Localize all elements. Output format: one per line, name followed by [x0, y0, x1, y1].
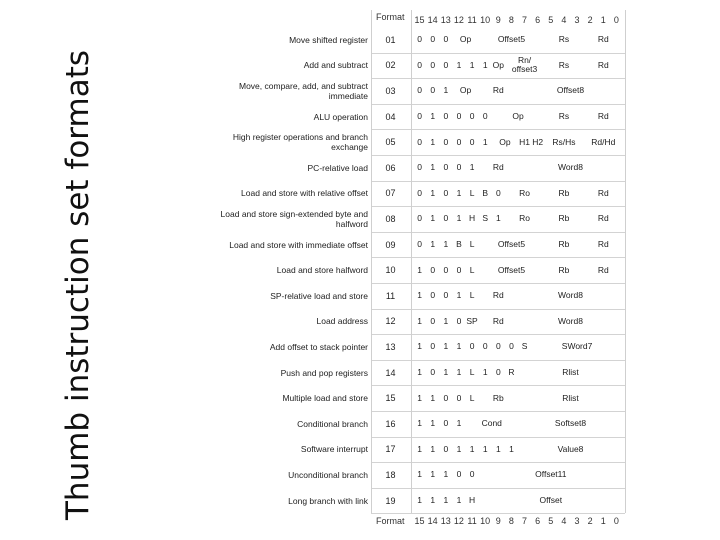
column-divider	[625, 10, 626, 513]
bit-field: 0	[417, 85, 422, 96]
bit-field: 0	[495, 367, 501, 378]
bit-field: 1	[430, 111, 436, 122]
instruction-name: Move shifted register	[289, 34, 368, 45]
bit-field: Rlist	[562, 367, 579, 378]
bit-field: 1	[430, 392, 436, 403]
bit-field: Rb	[558, 187, 570, 198]
bit-field: 0	[456, 136, 462, 147]
format-number: 04	[385, 111, 396, 122]
bit-field: 1	[443, 469, 449, 480]
bit-field: Rs	[558, 59, 570, 70]
bit-field: 0	[482, 111, 488, 122]
bit-field: 0	[430, 315, 436, 326]
bit-field: 0	[443, 418, 449, 429]
bit-field: 0	[417, 239, 422, 250]
bit-field: 1	[430, 162, 436, 173]
bit-field: Op	[499, 136, 511, 147]
bit-field: SWord7	[561, 341, 593, 352]
bit-number: 11	[467, 15, 477, 25]
bit-field: 0	[456, 162, 462, 173]
bit-field: L	[469, 290, 475, 301]
bit-field: Softset8	[554, 418, 587, 429]
bit-field: Rd	[597, 239, 609, 250]
format-number: 02	[385, 60, 396, 71]
bit-field: 0	[443, 187, 449, 198]
bit-field: 0	[443, 136, 449, 147]
format-header-bottom: Format	[376, 516, 405, 526]
bit-number: 14	[427, 516, 438, 526]
instruction-name: Load and store with immediate offset	[229, 239, 368, 250]
format-number: 18	[385, 469, 396, 480]
instruction-name: Move, compare, add, and subtract immediate	[239, 80, 368, 101]
bit-field: 1	[417, 469, 422, 480]
bit-field: 1	[430, 495, 436, 506]
bit-number: 4	[561, 516, 567, 526]
format-number: 13	[385, 341, 396, 352]
format-number: 16	[385, 418, 396, 429]
format-number: 14	[385, 367, 396, 378]
bit-field: 1	[430, 469, 436, 480]
bit-field: Op	[459, 34, 472, 45]
bit-field: L	[469, 264, 475, 275]
bit-number: 9	[495, 15, 501, 25]
bit-field: 1	[443, 239, 449, 250]
bit-field: 1	[417, 443, 422, 454]
bit-field: 1	[495, 213, 501, 224]
bit-field: Offset5	[497, 34, 526, 45]
instruction-name: ALU operation	[313, 111, 368, 122]
bit-field: 0	[430, 34, 436, 45]
bit-number: 12	[453, 516, 464, 526]
bit-field: 1	[482, 443, 488, 454]
bit-field: 0	[417, 187, 422, 198]
bit-field: 1	[469, 59, 475, 70]
format-number: 15	[385, 393, 396, 404]
slide-title: Thumb instruction set formats	[60, 49, 96, 520]
bit-field: L	[469, 392, 475, 403]
instruction-name: High register operations and branch exchange	[232, 132, 368, 153]
bit-field: Offset5	[497, 239, 526, 250]
bit-field: Rd	[492, 162, 504, 173]
bit-field: 1	[430, 136, 436, 147]
bit-number: 5	[548, 516, 554, 526]
bit-field: 1	[417, 418, 422, 429]
instruction-name: PC-relative load	[307, 162, 368, 173]
bit-field: 1	[482, 59, 488, 70]
bit-field: 0	[443, 162, 449, 173]
bit-field: 1	[443, 85, 449, 96]
bit-field: 1	[430, 443, 436, 454]
bit-field: 0	[417, 34, 422, 45]
bit-field: Word8	[558, 290, 583, 301]
bit-field: H	[468, 495, 476, 506]
bit-field: Ro	[519, 187, 530, 198]
format-number: 03	[385, 85, 396, 96]
bit-field: 0	[430, 290, 436, 301]
bit-field: Rn/ offset3	[511, 55, 538, 75]
bit-field: 0	[443, 264, 449, 275]
bit-field: B	[456, 239, 462, 250]
instruction-name: Add and subtract	[303, 60, 368, 71]
bit-field: Rd	[597, 213, 609, 224]
bit-field: Ro	[519, 213, 530, 224]
bit-field: 1	[443, 341, 449, 352]
bit-field: 0	[430, 367, 436, 378]
format-number: 11	[385, 290, 396, 301]
bit-field: Rd	[597, 264, 609, 275]
bit-field: 1	[417, 264, 422, 275]
bit-field: Rd	[492, 315, 504, 326]
format-number: 12	[385, 316, 396, 327]
bit-field: Rs	[558, 34, 570, 45]
bit-number: 14	[427, 15, 438, 25]
bit-field: L	[469, 187, 475, 198]
format-number: 09	[385, 239, 396, 250]
bit-number: 3	[574, 15, 580, 25]
bit-field: 0	[469, 341, 475, 352]
bit-field: 0	[417, 136, 422, 147]
bit-field: 1	[456, 367, 462, 378]
bit-field: 1	[456, 187, 462, 198]
bit-field: S	[521, 341, 528, 352]
bit-number: 8	[508, 516, 514, 526]
bit-field: Offset11	[535, 469, 567, 480]
bit-field: 1	[456, 341, 462, 352]
bit-field: L	[469, 367, 475, 378]
bit-number: 0	[613, 15, 619, 25]
bit-field: 0	[430, 341, 436, 352]
bit-number: 1	[600, 15, 606, 25]
bit-number: 15	[414, 516, 425, 526]
column-divider	[411, 10, 412, 513]
bit-number: 2	[587, 516, 593, 526]
format-number: 17	[385, 444, 396, 455]
instruction-name: Conditional branch	[297, 418, 368, 429]
bit-field: 1	[456, 290, 462, 301]
format-header-top: Format	[376, 12, 405, 22]
bit-field: Rd	[492, 85, 504, 96]
bit-field: 1	[443, 495, 449, 506]
bit-field: R	[508, 367, 515, 378]
bit-number: 3	[574, 516, 580, 526]
bit-field: 0	[469, 136, 475, 147]
bit-field: 1	[430, 213, 436, 224]
bit-field: 0	[509, 341, 514, 352]
bit-number: 7	[522, 516, 528, 526]
bit-number: 10	[480, 15, 491, 25]
bit-field: 1	[417, 367, 422, 378]
bit-field: 0	[456, 469, 462, 480]
bit-number: 8	[508, 15, 514, 25]
bit-field: Word8	[558, 162, 583, 173]
bit-number: 11	[467, 516, 477, 526]
bit-field: Word8	[558, 315, 583, 326]
bit-number: 2	[587, 15, 593, 25]
bit-field: 0	[443, 59, 449, 70]
bit-field: Op	[492, 59, 504, 70]
bit-field: 0	[482, 341, 488, 352]
format-number: 08	[385, 213, 396, 224]
bit-field: 1	[417, 392, 422, 403]
row-divider	[371, 513, 625, 514]
bit-field: 1	[417, 290, 422, 301]
bit-field: Rb	[558, 239, 570, 250]
bit-field: 0	[469, 111, 475, 122]
bit-field: 0	[456, 111, 462, 122]
bit-field: 0	[417, 213, 422, 224]
bit-field: 1	[495, 443, 501, 454]
bit-field: 1	[456, 418, 462, 429]
bit-field: 1	[417, 495, 422, 506]
bit-field: 0	[430, 85, 436, 96]
bit-field: Rs/Hs	[552, 136, 576, 147]
bit-number: 7	[522, 15, 528, 25]
bit-field: L	[469, 239, 475, 250]
bit-field: Rs	[558, 111, 570, 122]
bit-field: 1	[417, 341, 422, 352]
bit-field: 1	[482, 136, 488, 147]
bit-field: 0	[443, 443, 449, 454]
bit-field: Offset8	[556, 85, 585, 96]
bit-field: 0	[456, 264, 462, 275]
instruction-name: Load and store with relative offset	[241, 188, 368, 199]
bit-number: 13	[440, 15, 451, 25]
bit-field: Rb	[558, 264, 570, 275]
bit-field: 1	[456, 213, 462, 224]
instruction-name: Push and pop registers	[280, 367, 368, 378]
bit-field: Rd	[492, 290, 504, 301]
bit-field: 1	[469, 162, 475, 173]
bit-field: Rd	[597, 34, 609, 45]
bit-field: 0	[443, 392, 449, 403]
bit-field: 0	[417, 162, 422, 173]
bit-field: 1	[456, 495, 462, 506]
instruction-name: Multiple load and store	[282, 393, 368, 404]
bit-field: 0	[443, 213, 449, 224]
thumb-format-table	[205, 8, 625, 540]
bit-field: Rb	[558, 213, 570, 224]
instruction-name: Long branch with link	[288, 495, 368, 506]
bit-field: 0	[417, 59, 422, 70]
bit-field: Value8	[557, 443, 584, 454]
bit-field: Rd	[597, 187, 609, 198]
format-number: 05	[385, 137, 396, 148]
bit-field: 0	[417, 111, 422, 122]
bit-number: 10	[480, 516, 491, 526]
bit-number: 6	[535, 516, 541, 526]
bit-field: Rd	[597, 111, 609, 122]
bit-field: 0	[495, 187, 501, 198]
bit-field: 1	[443, 315, 449, 326]
bit-field: SP	[466, 315, 478, 326]
bit-field: 1	[417, 315, 422, 326]
instruction-name: Add offset to stack pointer	[269, 341, 368, 352]
bit-number: 1	[600, 516, 606, 526]
bit-field: H1	[519, 136, 530, 147]
format-number: 10	[385, 265, 396, 276]
bit-field: B	[482, 187, 489, 198]
bit-field: 0	[430, 264, 436, 275]
bit-field: 0	[430, 59, 436, 70]
bit-field: 1	[456, 443, 462, 454]
bit-field: 1	[456, 59, 462, 70]
bit-field: 1	[469, 443, 475, 454]
instruction-name: Software interrupt	[300, 444, 368, 455]
bit-field: 1	[430, 187, 436, 198]
bit-field: Op	[512, 111, 524, 122]
bit-field: Offset	[539, 495, 563, 506]
bit-field: Rlist	[562, 392, 579, 403]
bit-field: Offset5	[497, 264, 526, 275]
bit-number: 6	[535, 15, 541, 25]
bit-field: Op	[459, 85, 472, 96]
bit-number: 12	[453, 15, 464, 25]
bit-field: 1	[509, 443, 514, 454]
bit-field: H2	[532, 136, 544, 147]
format-number: 07	[385, 188, 396, 199]
bit-field: 0	[456, 315, 462, 326]
bit-field: 0	[456, 392, 462, 403]
format-number: 01	[385, 34, 396, 45]
instruction-name: Load and store halfword	[276, 265, 368, 276]
bit-field: 0	[443, 111, 449, 122]
bit-field: Rd	[597, 59, 609, 70]
bit-field: 0	[443, 34, 449, 45]
bit-field: Rb	[492, 392, 504, 403]
bit-field: Rd/Hd	[591, 136, 616, 147]
bit-number: 13	[440, 516, 451, 526]
instruction-name: Load and store sign-extended byte and halfword	[220, 208, 368, 229]
bit-field: 0	[495, 341, 501, 352]
bit-field: 0	[443, 290, 449, 301]
format-number: 06	[385, 162, 396, 173]
bit-field: 1	[430, 418, 436, 429]
instruction-name: Unconditional branch	[288, 469, 368, 480]
format-number: 19	[385, 495, 396, 506]
bit-field: H	[468, 213, 476, 224]
bit-number: 15	[414, 15, 425, 25]
bit-field: 1	[443, 367, 449, 378]
bit-number: 4	[561, 15, 567, 25]
bit-field: 1	[482, 367, 488, 378]
bit-field: S	[482, 213, 489, 224]
column-divider	[371, 10, 372, 513]
bit-number: 9	[495, 516, 501, 526]
bit-field: 0	[469, 469, 475, 480]
bit-number: 0	[613, 516, 619, 526]
instruction-name: SP-relative load and store	[270, 290, 368, 301]
bit-field: 1	[430, 239, 436, 250]
instruction-name: Load address	[316, 316, 368, 327]
bit-number: 5	[548, 15, 554, 25]
bit-field: Cond	[481, 418, 502, 429]
